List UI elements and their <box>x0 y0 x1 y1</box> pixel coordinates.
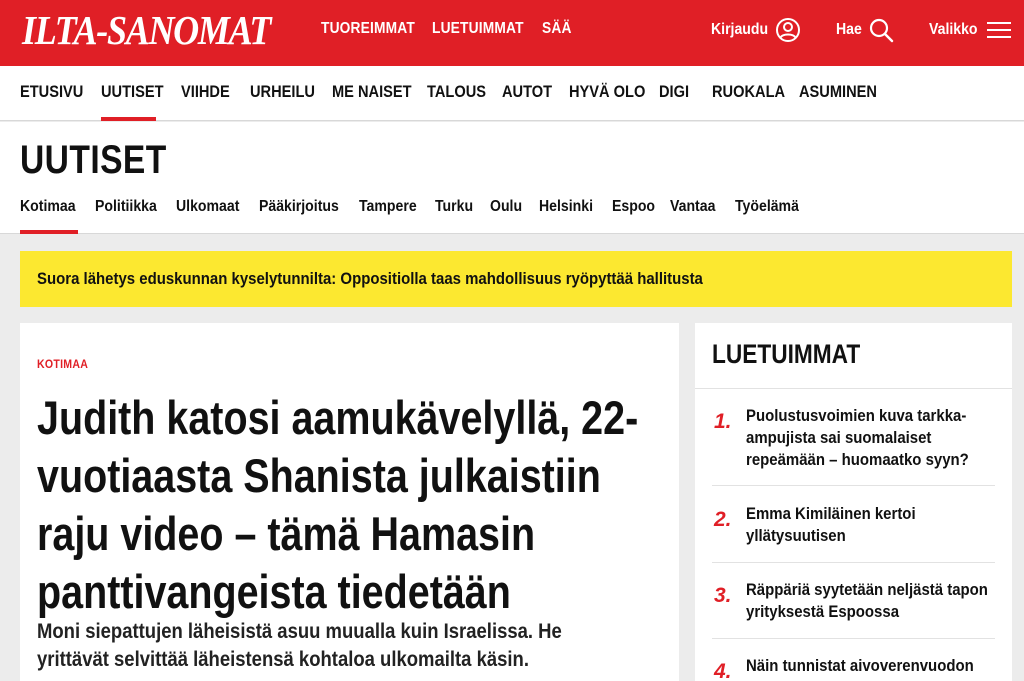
mainnav-autot[interactable]: AUTOT <box>502 82 553 101</box>
article-lead: Moni siepattujen läheisistä asuu muualla kuin Israelissa. He yrittävät selvittää läheistensä kohtaloa ulkomailta käsin. <box>37 620 562 671</box>
subnav-vantaa[interactable]: Vantaa <box>670 198 716 215</box>
most-read-rank: 3. <box>714 584 732 607</box>
subnav-oulu[interactable]: Oulu <box>490 198 523 215</box>
search-label: Hae <box>836 21 862 38</box>
mainnav-me-naiset[interactable]: ME NAISET <box>332 82 412 101</box>
top-bar <box>0 0 1024 66</box>
active-nav-indicator <box>101 117 156 121</box>
most-read-item[interactable] <box>695 655 1012 681</box>
topnav-luetuimmat[interactable]: LUETUIMMAT <box>432 20 524 37</box>
login-button[interactable] <box>711 14 801 46</box>
most-read-item[interactable] <box>695 579 1012 634</box>
mainnav-viihde[interactable]: VIIHDE <box>181 82 230 101</box>
article-card[interactable] <box>20 323 679 681</box>
topnav-tuoreimmat[interactable]: TUOREIMMAT <box>321 20 415 37</box>
live-banner-text: Suora lähetys eduskunnan kyselytunnilta: Oppositiolla taas mahdollisuus ryöpyttää hallitusta <box>37 269 703 288</box>
most-read-link[interactable]: Emma Kimiläinen kertoi yllätysuutisen <box>746 504 916 545</box>
divider <box>712 485 995 486</box>
subnav-tyoelama[interactable]: Työelämä <box>735 198 799 215</box>
most-read-rank: 2. <box>714 508 732 531</box>
subnav-turku[interactable]: Turku <box>435 198 474 215</box>
subnav-politiikka[interactable]: Politiikka <box>95 198 157 215</box>
most-read-link[interactable]: Näin tunnistat aivoverenvuodon <box>746 656 974 675</box>
article-category[interactable]: KOTIMAA <box>37 357 89 371</box>
active-subnav-indicator <box>20 230 78 234</box>
mainnav-talous[interactable]: TALOUS <box>427 82 487 101</box>
most-read-title: LUETUIMMAT <box>712 339 861 369</box>
article-headline[interactable]: Judith katosi aamukävelyllä, 22-vuotiaasta Shanista julkaistiin raju video – tämä Hamasin panttivangeista tiedetään <box>37 391 639 618</box>
topnav-saa[interactable]: SÄÄ <box>542 20 572 37</box>
site-logo[interactable]: ILTA-SANOMAT <box>22 7 271 53</box>
most-read-link[interactable]: Räppäriä syytetään neljästä tapon yrityksestä Espoossa <box>746 580 988 621</box>
divider <box>712 638 995 639</box>
most-read-item[interactable] <box>695 503 1012 558</box>
search-icon <box>868 17 894 43</box>
divider <box>695 388 1012 389</box>
section-title: UUTISET <box>20 138 167 182</box>
subnav-ulkomaat[interactable]: Ulkomaat <box>176 198 240 215</box>
most-read-rank: 1. <box>714 410 732 433</box>
subnav-helsinki[interactable]: Helsinki <box>539 198 593 215</box>
login-label: Kirjaudu <box>711 21 769 38</box>
menu-label: Valikko <box>929 21 978 38</box>
mainnav-uutiset[interactable]: UUTISET <box>101 82 164 101</box>
mainnav-asuminen[interactable]: ASUMINEN <box>799 82 877 101</box>
subnav-kotimaa[interactable]: Kotimaa <box>20 198 76 215</box>
mainnav-etusivu[interactable]: ETUSIVU <box>20 82 84 101</box>
search-button[interactable] <box>836 14 894 46</box>
most-read-panel <box>695 323 1012 681</box>
hamburger-icon <box>987 20 1011 40</box>
user-icon <box>775 17 801 43</box>
most-read-item[interactable] <box>695 405 1012 485</box>
menu-button[interactable] <box>929 14 1011 46</box>
subnav-paakirjoitus[interactable]: Pääkirjoitus <box>259 198 339 215</box>
live-banner[interactable] <box>20 251 1012 307</box>
mainnav-hyva-olo[interactable]: HYVÄ OLO <box>569 82 646 101</box>
mainnav-ruokala[interactable]: RUOKALA <box>712 82 786 101</box>
most-read-link[interactable]: Puolustusvoimien kuva tarkka-ampujista sai suomalaiset repeämään – huomaatko syyn? <box>746 406 969 469</box>
subnav-espoo[interactable]: Espoo <box>612 198 656 215</box>
most-read-rank: 4. <box>714 660 732 681</box>
mainnav-digi[interactable]: DIGI <box>659 82 690 101</box>
divider <box>712 562 995 563</box>
mainnav-urheilu[interactable]: URHEILU <box>250 82 315 101</box>
subnav-tampere[interactable]: Tampere <box>359 198 417 215</box>
main-nav <box>0 66 1024 121</box>
section-header <box>0 122 1024 234</box>
